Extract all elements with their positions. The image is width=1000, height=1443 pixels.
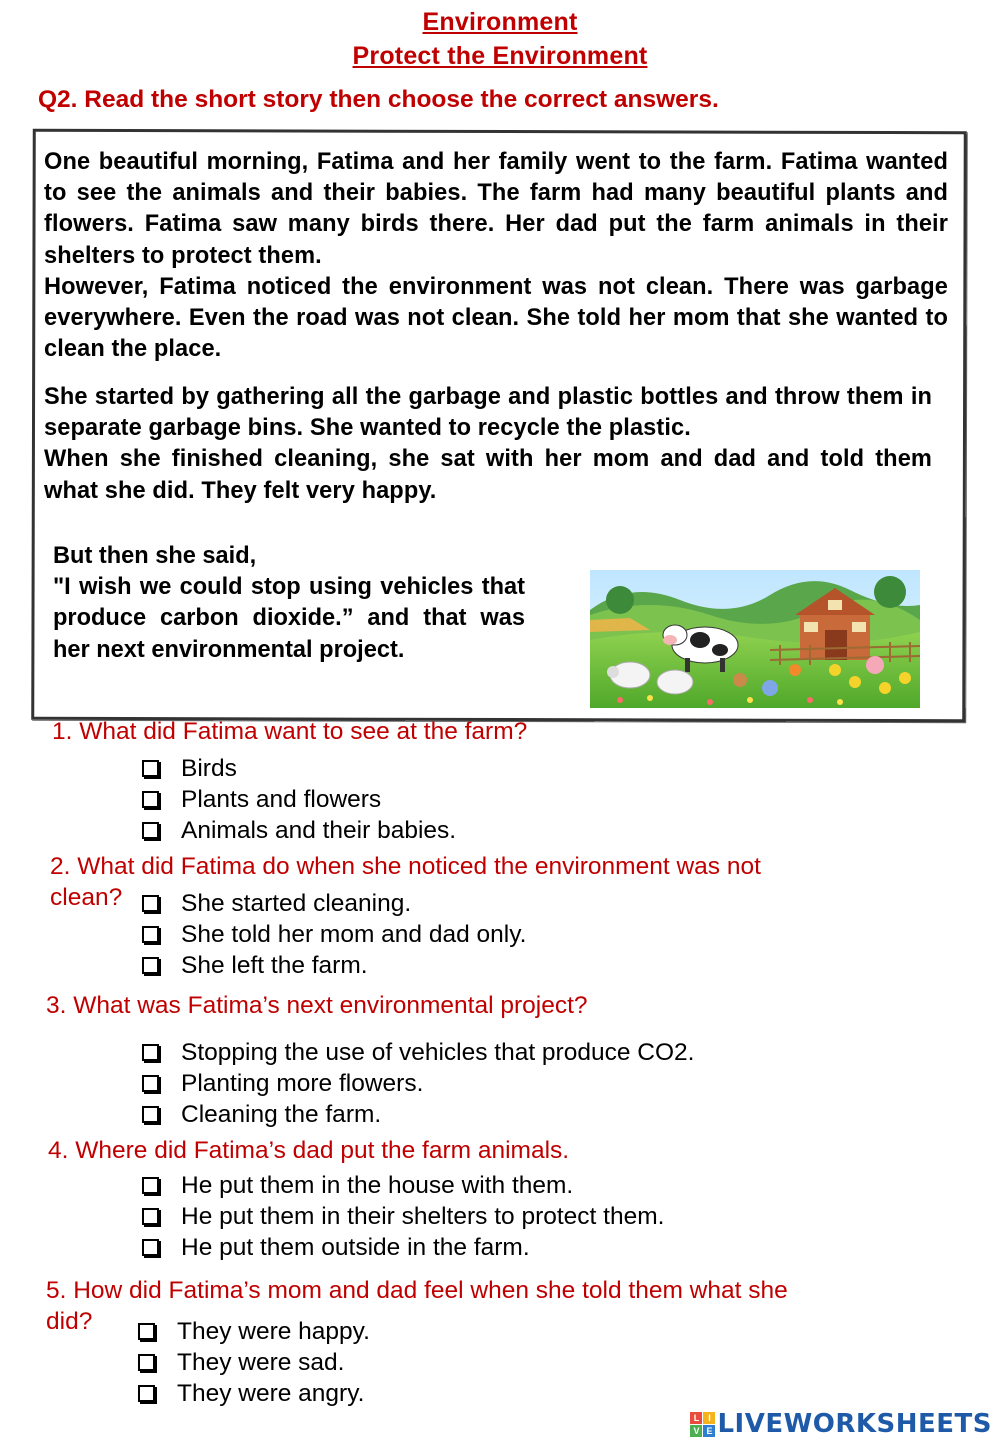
- option-label: Birds: [181, 755, 237, 782]
- question-2-options: [142, 888, 526, 981]
- option-checkbox[interactable]: [142, 1099, 694, 1130]
- question-3-options: [142, 1037, 694, 1130]
- story-paragraph-1: One beautiful morning, Fatima and her family went to the farm. Fatima wanted to see the animals and their babies. The farm had many beautiful plants and flowers. Fatima saw many birds there. Her dad put the farm animals in their shelters to protect them.: [44, 149, 948, 269]
- option-checkbox[interactable]: [138, 1378, 370, 1409]
- option-label: He put them outside in the farm.: [181, 1234, 530, 1261]
- question-5-options: [138, 1316, 370, 1409]
- checkbox-icon[interactable]: [142, 760, 159, 777]
- option-label: Animals and their babies.: [181, 817, 457, 844]
- story-top: [44, 147, 948, 365]
- checkbox-icon[interactable]: [142, 1075, 159, 1092]
- option-label: She told her mom and dad only.: [181, 921, 527, 948]
- question-3: 3. What was Fatima’s next environmental project?: [46, 992, 588, 1019]
- checkbox-icon[interactable]: [142, 1106, 159, 1123]
- checkbox-icon[interactable]: [142, 1044, 159, 1061]
- worksheet-title: Environment: [422, 8, 578, 36]
- option-checkbox[interactable]: [142, 888, 526, 919]
- question-instruction: Q2. Read the short story then choose the correct answers.: [38, 86, 719, 113]
- checkbox-icon[interactable]: [138, 1354, 155, 1371]
- question-5: 5. How did Fatima’s mom and dad feel when she told them what she: [46, 1277, 788, 1304]
- option-checkbox[interactable]: [142, 1170, 664, 1201]
- story-middle: [44, 382, 932, 507]
- checkbox-icon[interactable]: [138, 1385, 155, 1402]
- option-label: They were happy.: [177, 1318, 370, 1345]
- question-1: 1. What did Fatima want to see at the farm?: [52, 718, 528, 745]
- story-paragraph-6: "I wish we could stop using vehicles that produce carbon dioxide.” and that was her next environmental project.: [53, 574, 525, 663]
- option-checkbox[interactable]: [142, 1068, 694, 1099]
- option-checkbox[interactable]: [138, 1316, 370, 1347]
- logo-letter: I: [703, 1412, 715, 1424]
- option-checkbox[interactable]: [138, 1347, 370, 1378]
- checkbox-icon[interactable]: [142, 1177, 159, 1194]
- question-5-continued: did?: [46, 1308, 93, 1335]
- story-paragraph-3: She started by gathering all the garbage and plastic bottles and throw them in separate garbage bins. She wanted to recycle the plastic.: [44, 384, 932, 442]
- option-checkbox[interactable]: [142, 1037, 694, 1068]
- option-checkbox[interactable]: [142, 1201, 664, 1232]
- story-paragraph-4: When she finished cleaning, she sat with her mom and dad and told them what she did. They felt very happy.: [44, 446, 932, 504]
- option-checkbox[interactable]: [142, 815, 456, 846]
- option-checkbox[interactable]: [142, 784, 456, 815]
- question-4: 4. Where did Fatima’s dad put the farm animals.: [48, 1137, 570, 1164]
- worksheet-subtitle: Protect the Environment: [352, 42, 648, 70]
- story-bottom: [53, 541, 525, 666]
- checkbox-icon[interactable]: [142, 895, 159, 912]
- checkbox-icon[interactable]: [142, 822, 159, 839]
- logo-letter: E: [703, 1425, 715, 1437]
- question-2: 2. What did Fatima do when she noticed the environment was not: [50, 853, 761, 880]
- checkbox-icon[interactable]: [142, 957, 159, 974]
- option-label: He put them in their shelters to protect them.: [181, 1203, 665, 1230]
- option-checkbox[interactable]: [142, 1232, 664, 1263]
- story-paragraph-5: But then she said,: [53, 543, 257, 569]
- option-label: He put them in the house with them.: [181, 1172, 574, 1199]
- option-label: Plants and flowers: [181, 786, 382, 813]
- option-label: Cleaning the farm.: [181, 1101, 382, 1128]
- option-checkbox[interactable]: [142, 919, 526, 950]
- liveworksheets-logo-icon: [690, 1412, 715, 1437]
- logo-letter: V: [690, 1425, 702, 1437]
- option-label: Stopping the use of vehicles that produce CO2.: [181, 1039, 695, 1066]
- checkbox-icon[interactable]: [142, 926, 159, 943]
- option-label: She started cleaning.: [181, 890, 412, 917]
- checkbox-icon[interactable]: [142, 791, 159, 808]
- option-label: She left the farm.: [181, 952, 368, 979]
- option-label: They were sad.: [177, 1349, 345, 1376]
- option-checkbox[interactable]: [142, 950, 526, 981]
- story-paragraph-2: However, Fatima noticed the environment was not clean. There was garbage everywhere. Even the road was not clean. She told her mom that she wanted to clean the place.: [44, 273, 948, 363]
- question-2-continued: clean?: [50, 884, 123, 911]
- checkbox-icon[interactable]: [142, 1239, 159, 1256]
- checkbox-icon[interactable]: [138, 1323, 155, 1340]
- option-checkbox[interactable]: [142, 753, 456, 784]
- question-1-options: [142, 753, 456, 846]
- option-label: Planting more flowers.: [181, 1070, 424, 1097]
- option-label: They were angry.: [177, 1380, 365, 1407]
- brand-name: LIVEWORKSHEETS: [717, 1409, 992, 1439]
- farm-illustration: [590, 570, 920, 708]
- question-4-options: [142, 1170, 664, 1263]
- logo-letter: L: [690, 1412, 702, 1424]
- liveworksheets-brand[interactable]: [690, 1409, 992, 1439]
- checkbox-icon[interactable]: [142, 1208, 159, 1225]
